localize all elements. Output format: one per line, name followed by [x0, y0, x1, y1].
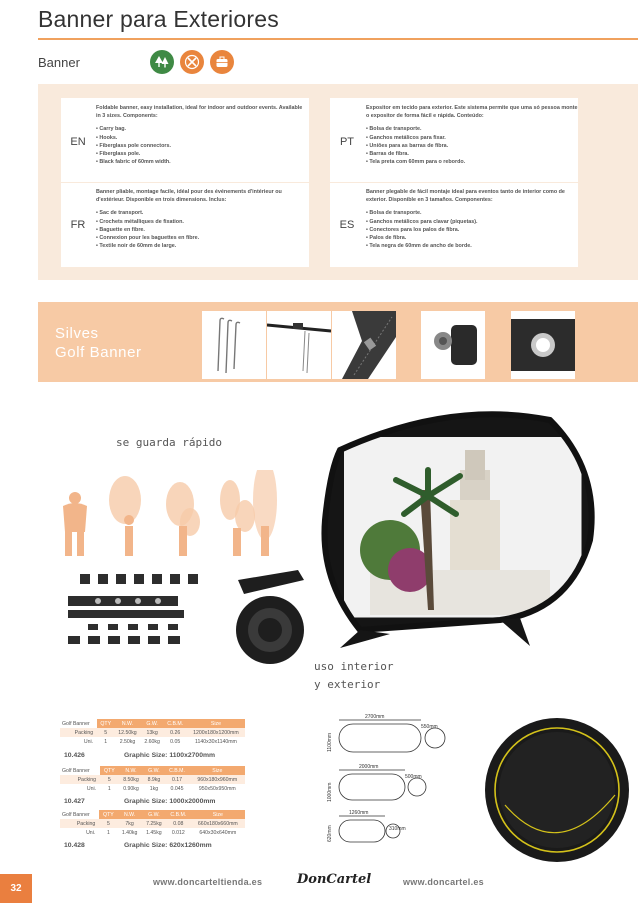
graphic-size: Graphic Size: 620x1260mm [124, 842, 212, 849]
thumb-eyelet [511, 311, 575, 379]
spec-cell: 640x30x640mm [199, 829, 237, 836]
spec-foot-3 [64, 842, 254, 849]
desc-intro-fr: Banner pliable, montage facile, idéal pour des événements d'intérieur ou d'extérieur. Disponible en trois dimensions. Inclus: [96, 189, 282, 204]
dim-width-2: 2000mm [359, 764, 379, 770]
spec-cell: 0.26 [164, 728, 187, 737]
spec-cell: Uni. [83, 738, 94, 745]
case-icon [210, 50, 234, 74]
folded-banner-photo [475, 715, 635, 870]
spec-cell: 950x50x950mm [198, 785, 236, 792]
title-rule [38, 38, 638, 40]
spec-cell: 12.50kg [114, 728, 140, 737]
spec-cell: Uni. [86, 829, 96, 836]
dim-height-2: 1000mm [327, 782, 333, 802]
spec-header: C.B.M. [166, 810, 191, 819]
desc-item: • Hooks. [96, 134, 118, 141]
desc-item: • Bolsa de transporte. [366, 126, 422, 133]
spec-header: N.W. [114, 719, 140, 728]
spec-cell: Packing [60, 775, 100, 784]
spec-cell: 0.05 [170, 738, 181, 745]
spec-cell: Uni. [86, 785, 97, 792]
use-note-line1: uso interior [314, 660, 394, 673]
spec-cell: 1.40kg [121, 829, 138, 836]
desc-item: • Fiberglass pole. [96, 151, 141, 158]
desc-item: • Carry bag. [96, 126, 127, 133]
dim-height-1: 1100mm [327, 732, 333, 752]
spec-cell: 0.045 [170, 785, 184, 792]
dim-width-1: 2700mm [365, 714, 385, 720]
footer-url-right[interactable]: www.doncartel.es [403, 877, 484, 887]
desc-item: • Fiberglass pole connectors. [96, 142, 171, 149]
footer-logo: DonCartel [297, 872, 372, 887]
desc-item: • Textile noir de 60mm de large. [96, 243, 177, 250]
desc-item: • Sac de transport. [96, 210, 144, 217]
spec-cell: 2.50kg [119, 738, 136, 745]
spec-foot-1 [64, 752, 254, 759]
spec-cell: 7.25kg [142, 819, 166, 828]
spec-cell: 1 [106, 829, 110, 836]
product-code: 10.428 [64, 842, 85, 849]
spec-cell: Packing [60, 728, 97, 737]
spec-table-3 [60, 810, 245, 837]
dim-diameter-1: 550mm [421, 724, 438, 730]
spec-header: Golf Banner [60, 810, 99, 819]
desc-item: • Bolsa de transporte. [366, 210, 422, 217]
table-row [60, 775, 245, 784]
tree-icon [150, 50, 174, 74]
spec-cell: 5 [99, 819, 117, 828]
desc-item: • Ganchos metálicos para fixar. [366, 134, 446, 141]
spec-cell: 8.50kg [119, 775, 144, 784]
dim-diameter-3: 310mm [389, 826, 406, 832]
desc-text-en [96, 104, 308, 166]
page-number: 32 [0, 874, 32, 903]
banner-photo [300, 410, 600, 655]
dim-height-3: 620mm [327, 825, 333, 842]
spec-cell: 0.08 [166, 819, 191, 828]
lang-code-pt: PT [339, 136, 355, 148]
desc-item: • Tela preta com 60mm para o rebordo. [366, 159, 466, 166]
thumb-connector [421, 311, 485, 379]
desc-intro-es: Banner plegable de fácil montaje ideal para eventos tanto de interior como de exterior. Disponible en 3 tamaños. Componentes: [366, 189, 565, 204]
spec-cell: 1.45kg [146, 829, 162, 836]
spec-foot-2 [64, 798, 254, 805]
desc-item: • Connexion pour les baguettes en fibre. [96, 235, 200, 242]
section-subtitle: Banner [38, 55, 80, 70]
spec-header: C.B.M. [164, 766, 189, 775]
spec-cell: 5 [97, 728, 114, 737]
table-row [60, 737, 245, 746]
table-row [60, 828, 245, 837]
lang-code-fr: FR [70, 219, 86, 231]
spec-cell: 660x180x660mm [191, 819, 245, 828]
lang-code-en: EN [70, 136, 86, 148]
accessories-photo [68, 570, 308, 675]
spec-header: QTY [97, 719, 114, 728]
desc-text-es [366, 188, 578, 250]
spec-table-2 [60, 766, 245, 793]
desc-item: • Palos de fibra. [366, 235, 407, 242]
footer-url-left[interactable]: www.doncarteltienda.es [153, 877, 263, 887]
product-heading [55, 325, 142, 361]
spec-cell: 8.9kg [143, 775, 164, 784]
spec-cell: 1kg [149, 785, 159, 792]
page-title: Banner para Exteriores [38, 6, 279, 32]
dim-width-3: 1260mm [349, 810, 369, 816]
desc-item: • Conectores para los palos de fibra. [366, 226, 460, 233]
spec-table-1 [60, 719, 245, 746]
product-code: 10.426 [64, 752, 85, 759]
spec-cell: 1200x180x1200mm [187, 728, 245, 737]
no-tools-icon [180, 50, 204, 74]
spec-header: N.W. [119, 766, 144, 775]
spec-cell: 960x180x960mm [190, 775, 245, 784]
spec-cell: 13kg [141, 728, 164, 737]
graphic-size: Graphic Size: 1100x2700mm [124, 752, 216, 759]
thumb-pole [267, 311, 331, 379]
spec-cell: 1140x30x1140mm [194, 738, 237, 745]
spec-cell: 0.90kg [123, 785, 139, 792]
desc-intro-en: Foldable banner, easy installation, ideal for indoor and outdoor events. Available in 3 sizes. Components: [96, 105, 303, 120]
table-row [60, 728, 245, 737]
thumb-fabric-edge [332, 311, 396, 379]
spec-header: Size [187, 719, 245, 728]
spec-cell: 5 [100, 775, 119, 784]
table-row [60, 819, 245, 828]
desc-text-fr [96, 188, 308, 250]
spec-cell: 0.17 [164, 775, 189, 784]
description-panel [38, 84, 638, 280]
spec-cell: 0.012 [171, 829, 185, 836]
spec-header: Size [190, 766, 245, 775]
product-type: Golf Banner [55, 344, 142, 361]
spec-cell: 2.60kg [144, 738, 160, 745]
graphic-size: Graphic Size: 1000x2000mm [124, 798, 216, 805]
spec-header: N.W. [117, 810, 141, 819]
desc-intro-pt: Expositor em tecido para exterior. Este sistema permite que uma só pessoa monte o expositor de forma fácil e rápida. Conteúdo: [366, 105, 578, 120]
dim-diameter-2: 500mm [405, 774, 422, 780]
spec-header: Golf Banner [60, 766, 100, 775]
spec-header: Size [191, 810, 245, 819]
desc-item: • Baguette en fibre. [96, 226, 145, 233]
spec-cell: 1 [107, 785, 111, 792]
use-note-line2: y exterior [314, 678, 381, 691]
spec-cell: 1 [104, 738, 108, 745]
dimension-diagram [325, 712, 465, 867]
desc-item: • Uniões para as barras de fibra. [366, 142, 449, 149]
fold-note: se guarda rápido [116, 436, 222, 449]
spec-header: G.W. [143, 766, 164, 775]
spec-header: C.B.M. [164, 719, 187, 728]
desc-item: • Barras de fibra. [366, 151, 409, 158]
thumb-pegs [202, 311, 266, 379]
desc-text-pt [366, 104, 578, 166]
desc-item: • Tela negra de 60mm de ancho de borde. [366, 243, 472, 250]
spec-header: G.W. [142, 810, 166, 819]
desc-item: • Ganchos metálicos para clavar (piquetas). [366, 218, 478, 225]
desc-item: • Crochets métalliques de fixation. [96, 218, 184, 225]
spec-cell: 7kg [117, 819, 141, 828]
product-name: Silves [55, 325, 99, 342]
spec-header: QTY [99, 810, 117, 819]
desc-item: • Black fabric of 60mm width. [96, 159, 171, 166]
spec-header: G.W. [141, 719, 164, 728]
lang-code-es: ES [339, 219, 355, 231]
fold-steps-illustration [55, 470, 285, 565]
spec-header: QTY [100, 766, 119, 775]
spec-cell: Packing [60, 819, 99, 828]
spec-header: Golf Banner [60, 719, 97, 728]
product-code: 10.427 [64, 798, 85, 805]
table-row [60, 784, 245, 793]
feature-icons [150, 50, 234, 74]
